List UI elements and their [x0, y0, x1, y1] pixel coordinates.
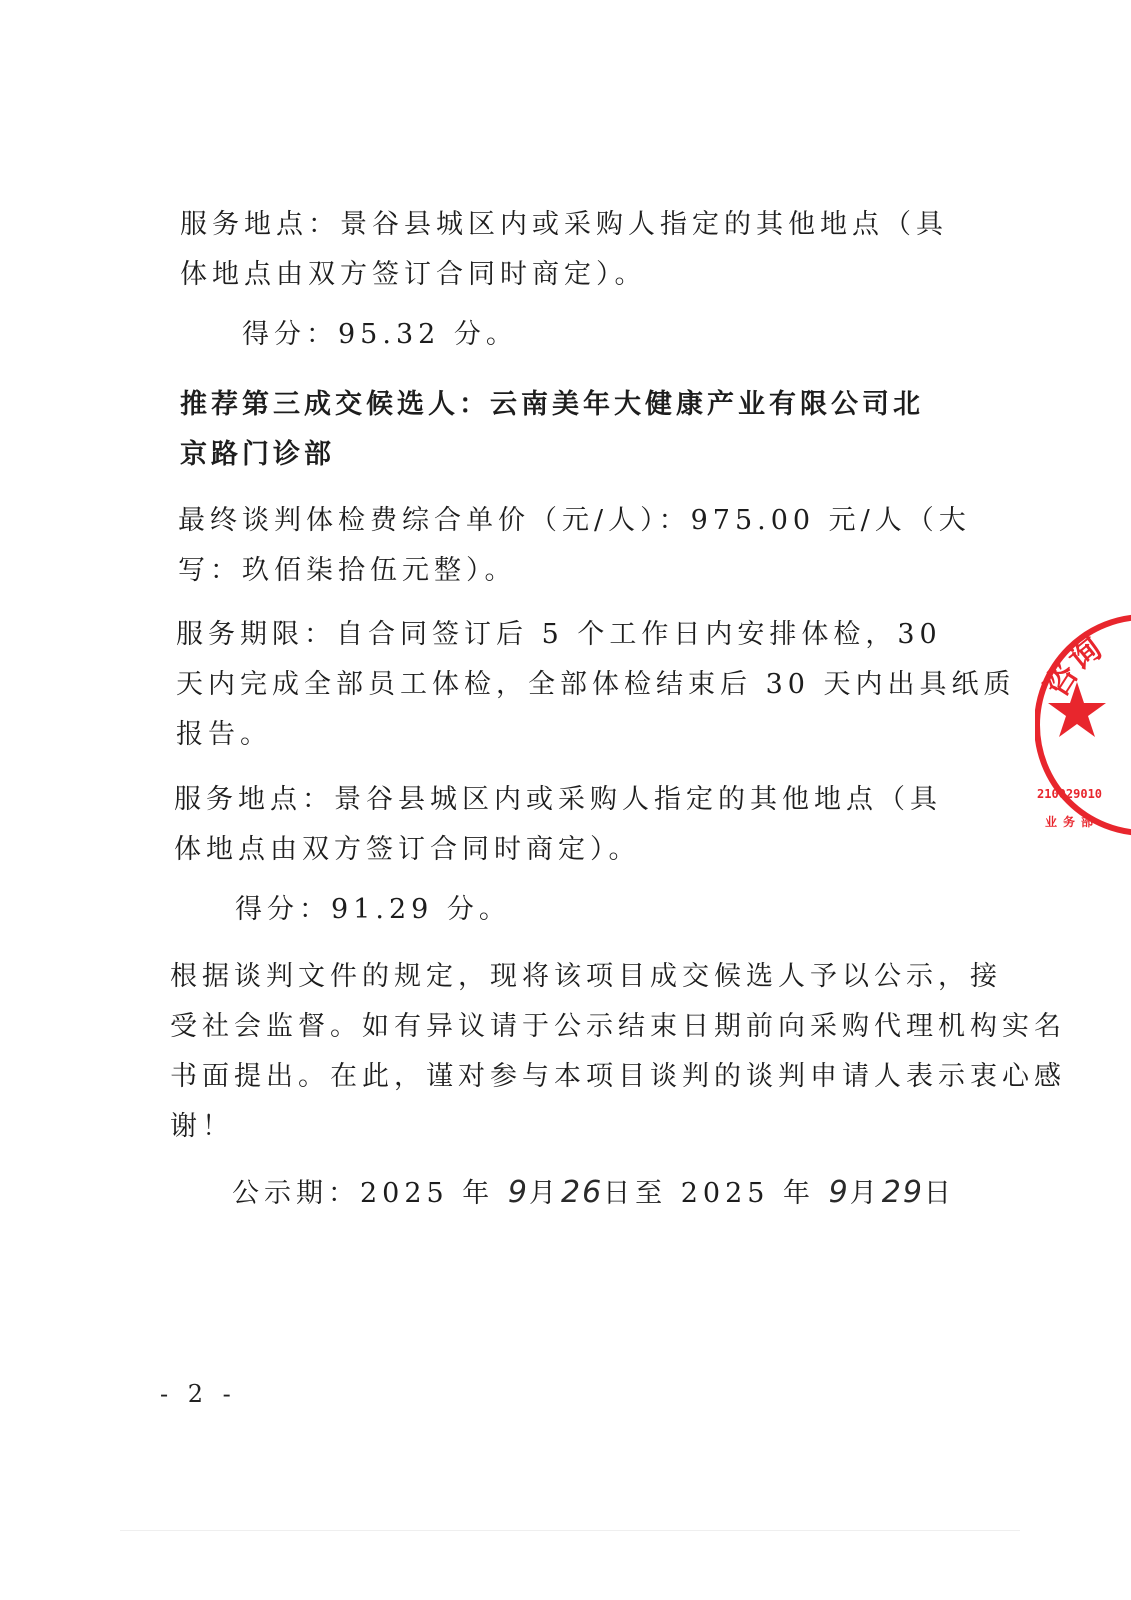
service-location-paragraph-2	[174, 775, 942, 875]
text-line: 得分：91.29 分。	[235, 894, 511, 925]
seal-code-text: 210029010	[1037, 787, 1103, 801]
text-line: 根据谈判文件的规定，现将该项目成交候选人予以公示，接	[170, 961, 1002, 992]
text-line: 服务地点：景谷县城区内或采购人指定的其他地点（具	[174, 784, 942, 815]
text-line: 体地点由双方签订合同时商定）。	[180, 259, 647, 290]
seal-bottom-text: 业务部	[1045, 815, 1100, 829]
handwritten-start-day: 26	[560, 1175, 604, 1210]
service-period-paragraph	[176, 610, 1016, 760]
text-line: 京路门诊部	[180, 439, 335, 470]
month-char: 月	[528, 1178, 561, 1209]
text-line: 天内完成全部员工体检，全部体检结束后 30 天内出具纸质	[176, 669, 1016, 700]
score-paragraph-2	[235, 885, 511, 935]
notice-paragraph	[170, 952, 1066, 1152]
handwritten-start-month: 9	[507, 1175, 529, 1210]
official-seal	[1035, 600, 1131, 840]
score-paragraph-1	[242, 310, 518, 360]
text-line: 谢！	[170, 1111, 234, 1142]
text-line: 写：玖佰柒拾伍元整）。	[178, 555, 517, 586]
publicity-end: 日	[923, 1178, 956, 1209]
third-candidate-heading	[180, 380, 924, 480]
service-location-paragraph-1	[180, 200, 948, 300]
text-line: 服务地点：景谷县城区内或采购人指定的其他地点（具	[180, 209, 948, 240]
publicity-label: 公示期：2025 年	[232, 1178, 508, 1209]
text-line: 书面提出。在此，谨对参与本项目谈判的谈判申请人表示衷心感	[170, 1061, 1066, 1092]
price-paragraph	[178, 496, 971, 596]
month-char: 月	[849, 1178, 882, 1209]
text-line: 体地点由双方签订合同时商定）。	[174, 834, 641, 865]
text-line: 报告。	[176, 719, 272, 750]
handwritten-end-month: 9	[828, 1175, 850, 1210]
publicity-period	[232, 1168, 956, 1219]
seal-stamp-icon	[1035, 600, 1131, 840]
publicity-mid: 日至 2025 年	[603, 1178, 829, 1209]
footer-scan-line	[120, 1530, 1020, 1531]
text-line: 推荐第三成交候选人：云南美年大健康产业有限公司北	[180, 389, 924, 420]
page-number: - 2 -	[160, 1380, 237, 1408]
text-line: 受社会监督。如有异议请于公示结束日期前向采购代理机构实名	[170, 1011, 1066, 1042]
seal-top-text: 咨询	[1036, 628, 1110, 704]
text-line: 得分：95.32 分。	[242, 319, 518, 350]
text-line: 服务期限：自合同签订后 5 个工作日内安排体检，30	[176, 619, 942, 650]
text-line: 最终谈判体检费综合单价（元/人）：975.00 元/人（大	[178, 505, 971, 536]
handwritten-end-day: 29	[881, 1175, 924, 1210]
